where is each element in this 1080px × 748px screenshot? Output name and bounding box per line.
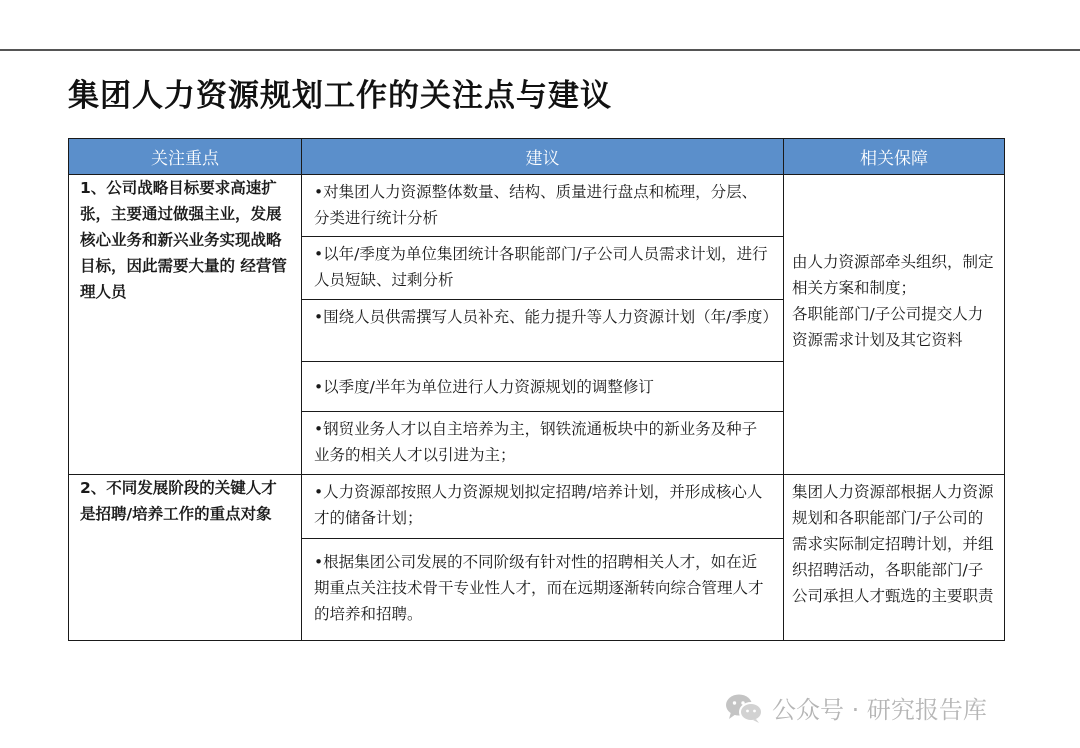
header-suggestion: 建议 <box>302 139 784 175</box>
wechat-icon <box>724 692 764 724</box>
page-title: 集团人力资源规划工作的关注点与建议 <box>68 78 612 114</box>
support-cell <box>784 175 1005 475</box>
support-cell <box>784 475 1005 641</box>
focus-cell: 2、不同发展阶段的关键人才是招聘/培养工作的重点对象 <box>69 475 302 641</box>
focus-suggestion-table <box>68 138 1005 641</box>
watermark <box>724 690 987 725</box>
watermark-text: 公众号 · 研究报告库 <box>772 696 987 724</box>
suggestion-cell <box>302 175 784 475</box>
support-text: 由人力资源部牵头组织，制定相关方案和制度； <box>792 253 994 297</box>
support-text: 集团人力资源部根据人力资源规划和各职能部门/子公司的需求实际制定招聘计划，并组织招聘活动，各职能部门/子公司承担人才甄选的主要职责 <box>792 483 994 605</box>
suggestion-item: •钢贸业务人才以自主培养为主，钢铁流通板块中的新业务及种子业务的相关人才以引进为主； <box>314 420 758 464</box>
table-header-row <box>69 139 1005 175</box>
support-text: 各职能部门/子公司提交人力资源需求计划及其它资料 <box>792 305 984 349</box>
suggestion-item: •人力资源部按照人力资源规划拟定招聘/培养计划，并形成核心人才的储备计划； <box>302 475 783 539</box>
suggestion-item: •围绕人员供需撰写人员补充、能力提升等人力资源计划（年/季度） <box>302 300 783 362</box>
suggestion-item: •以年/季度为单位集团统计各职能部门/子公司人员需求计划，进行人员短缺、过剩分析 <box>302 237 783 300</box>
table-row <box>69 175 1005 475</box>
table-row <box>69 475 1005 641</box>
top-divider <box>0 49 1080 51</box>
header-focus: 关注重点 <box>69 139 302 175</box>
suggestion-item: •根据集团公司发展的不同阶级有针对性的招聘相关人才，如在近期重点关注技术骨干专业性人才，而在远期逐渐转向综合管理人才的培养和招聘。 <box>314 553 764 623</box>
suggestion-item: •对集团人力资源整体数量、结构、质量进行盘点和梳理，分层、分类进行统计分析 <box>302 175 783 237</box>
suggestion-cell <box>302 475 784 641</box>
header-support: 相关保障 <box>784 139 1005 175</box>
suggestion-item: •以季度/半年为单位进行人力资源规划的调整修订 <box>302 362 783 412</box>
focus-cell: 1、公司战略目标要求高速扩张，主要通过做强主业，发展核心业务和新兴业务实现战略目标，因此需要大量的 经营管理人员 <box>69 175 302 475</box>
